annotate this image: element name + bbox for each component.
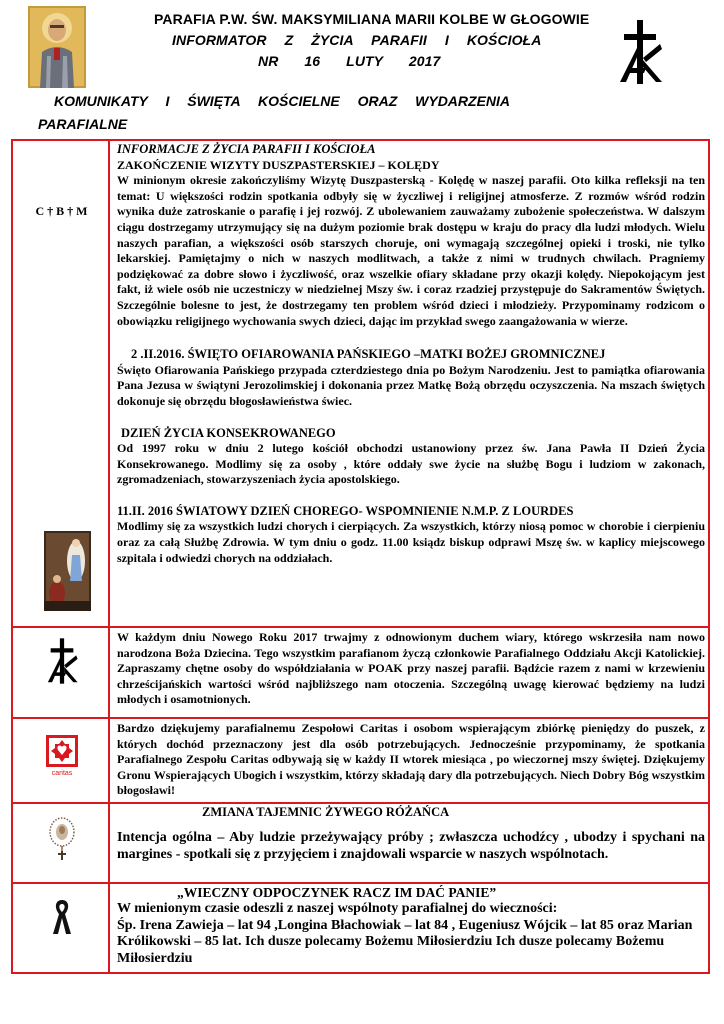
consecrated-life-text: Od 1997 roku w dniu 2 lutego kościół obchodzi ustanowiony przez św. Jana Pawła II Dzień Życia Konsekrowanego. Modlimy się za osoby , które oddały swe życie na służbę Bogu i ludziom w zakonach, zgromadzeniach, stowarzyszeniach życia apostolskiego. — [117, 441, 705, 487]
page-header — [0, 0, 724, 140]
obituaries-intro: W mienionym czasie odeszli z naszej wspólnoty parafialnej do wieczności: — [117, 901, 558, 916]
world-day-of-sick-text: Modlimy się za wszystkich ludzi chorych i cierpiących. Za wszystkich, którzy niosą pomoc w chorobie i cierpieniu oraz za całą Służbę Zdrowia. W tym dniu o godz. 11.00 ksiądz biskup odprawi Mszę św. w kaplicy miejscowego szpitala i odwiedzi chorych na oddziałach. — [117, 519, 705, 565]
bulletin-title: INFORMATOR Z ŻYCIA PARAFII I KOŚCIOŁA — [172, 32, 542, 48]
obituaries-names: Śp. Irena Zawieja – lat 94 ,Longina Błachowiak – lat 84 , Eugeniusz Wójcik – lat 85 oraz Marian Królikowski – 85 lat. Ich dusze polecamy Bożemu Miłosierdziu Ich dusze polecamy Bożemu Miłosierdziu — [117, 917, 693, 966]
catholic-action-text: W każdym dniu Nowego Roku 2017 trwajmy z odnowionym duchem wiary, którego wskrzesiła nam nowo narodzona Boża Dziecina. Tego wszystkim parafianom życzą członkowie Parafialnego Oddziału Akcji Katolickiej. Zapraszamy chętne osoby do współdziałania w POAK przy naszej parafii. Bądźcie razem z nami w krzewieniu chrześcijańskich wartości wśród najbliższego nam otoczenia. Szczególną uwagę kierować będziemy na ludzi młodych i osamotnionych. — [117, 630, 705, 707]
lourdes-image — [44, 531, 91, 611]
rosary-content — [112, 804, 708, 882]
rosary-intention-text: Intencja ogólna – Aby ludzie przeżywający próby ; zwłaszcza uchodźcy , ubodzy i spychani na margines - spotkali się z przyjęciem i znajdowali wsparcie w naszych wspólnotach. — [117, 829, 705, 862]
rosary-heading: ZMIANA TAJEMNIC ŻYWEGO RÓŻAŃCA — [202, 805, 450, 819]
row-icon-cell — [13, 804, 110, 882]
presentation-text: Święto Ofiarowania Pańskiego przypada czterdziestego dnia po Bożym Narodzeniu. Jest to pamiątka ofiarowania Pana Jezusa w świątyni Jerozolimskiej i dokonania przez Matkę Bożą obrzędu oczyszczenia. Na mszach świętych dokonuje się obrzędu błogosławieństwa świec. — [117, 362, 705, 408]
caritas-logo-icon — [45, 734, 79, 778]
presentation-heading: 2 .II.2016. ŚWIĘTO OFIAROWANIA PAŃSKIEGO –MATKI BOŻEJ GROMNICZNEJ — [131, 347, 606, 362]
mourning-ribbon-icon — [51, 896, 73, 936]
issue-number: NR 16 LUTY 2017 — [258, 53, 441, 69]
cbm-inscription: C † B † M — [35, 204, 88, 218]
consecrated-life-heading: DZIEŃ ŻYCIA KONSEKROWANEGO — [121, 425, 336, 440]
carol-visit-heading: ZAKOŃCZENIE WIZYTY DUSZPASTERSKIEJ – KOLĘDY — [117, 157, 440, 172]
announcements-heading: KOMUNIKATY I ŚWIĘTA KOŚCIELNE ORAZ WYDARZENIA — [54, 93, 511, 109]
obituaries-heading: „WIECZNY ODPOCZYNEK RACZ IM DAĆ PANIE” — [177, 885, 497, 900]
obituaries-content — [112, 884, 708, 972]
row-icon-cell — [13, 141, 110, 626]
row-icon-cell — [13, 628, 110, 717]
caritas-text: Bardzo dziękujemy parafialnemu Zespołowi Caritas i osobom wspierającym zbiórkę pieniędzy do puszek, z których dochód przeznaczony jest dla osób potrzebujących. Jednocześnie przypominamy, że spotkania Parafialnego Zespołu Caritas odbywają się w każdy II wtorek miesiąca , po wieczornej mszy świętej. Dziękujemy Gronu Wspierających Ubogich i wszystkim, którzy składają dary dla potrzebujących. Niech Dobry Bóg wszystkim błogosławi! — [117, 721, 705, 798]
announcements-heading-cont: PARAFIALNE — [38, 116, 128, 132]
row-obituaries — [13, 884, 708, 972]
parish-name: PARAFIA P.W. ŚW. MAKSYMILIANA MARII KOLBE W GŁOGOWIE — [154, 11, 590, 27]
carol-visit-text: W minionym okresie zakończyliśmy Wizytę Duszpasterską - Kolędę w naszej parafii. Oto kilka refleksji na ten temat: U większości rodzin spotkania odbyły się w życzliwej i religijnej atmosferze. Z rozmów wśród rodzin wynika duże zatroskanie o parafię i jej rozwój. Z ubolewaniem zauważamy zubożenie społeczeństwa. W dalszym ciągu dostrzegamy utrzymujący się na dużym poziomie brak dostępu w kraju do pracy dla ludzi młodych. Wielu naszych parafian, a większości osób starszych choruje, oni wymagają szczególnej opieki i troski, nie tylko lekarskiej. Pamiętajmy o nich w naszych modlitwach, a także z nimi w trudnych chwilach. Pragniemy podziękować za dobre słowo i życzliwość, oraz wszelkie ofiary składane przy okazji kolędy. Niepokojącym jest fakt, iż wiele osób nie uczestniczy w niedzielnej Mszy św. i coraz rzadziej przystępuje do Sakramentów Świętych. Szczególnie bolesne to jest, że dostrzegamy ten problem wśród dzieci i młodzieży. Przypominamy rodzicom o obowiązku religijnego wychowania swych dzieci, dając im przykład swego zaangażowania w wierze. — [117, 173, 705, 328]
row-caritas — [13, 719, 708, 804]
catholic-action-content — [112, 628, 708, 717]
catholic-action-logo-icon — [45, 638, 79, 684]
world-day-of-sick-heading: 11.II. 2016 ŚWIATOWY DZIEŃ CHOREGO- WSPOMNIENIE N.M.P. Z LOURDES — [117, 503, 574, 518]
row-rosary — [13, 804, 708, 884]
row-icon-cell — [13, 884, 110, 972]
row-catholic-action — [13, 628, 708, 719]
announcements-table — [11, 139, 710, 974]
parish-news-content — [112, 141, 708, 626]
saint-portrait-image — [28, 6, 86, 88]
rosary-icon — [47, 816, 77, 860]
section-title: INFORMACJE Z ŻYCIA PARAFII I KOŚCIOŁA — [117, 142, 376, 156]
row-parish-news — [13, 141, 708, 628]
caritas-label: caritas — [51, 770, 73, 777]
catholic-action-logo-icon — [616, 20, 664, 84]
row-icon-cell — [13, 719, 110, 802]
caritas-content — [112, 719, 708, 802]
